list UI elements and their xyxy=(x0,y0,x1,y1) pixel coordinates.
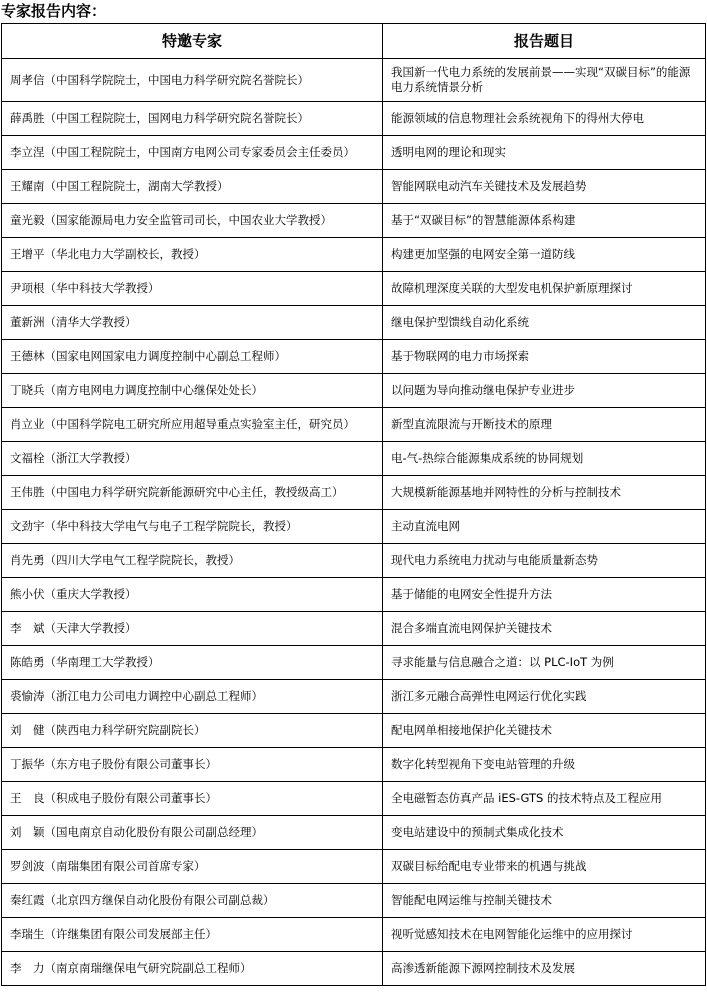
topic-cell: 基于储能的电网安全性提升方法 xyxy=(383,578,706,612)
topic-cell: 智能配电网运维与控制关键技术 xyxy=(383,884,706,918)
topic-cell: 继电保护型馈线自动化系统 xyxy=(383,306,706,340)
expert-cell: 李 力（南京南瑞继保电气研究院副总工程师） xyxy=(2,952,383,986)
table-row xyxy=(2,782,706,816)
table-row xyxy=(2,306,706,340)
table-row xyxy=(2,952,706,986)
topic-cell: 能源领域的信息物理社会系统视角下的得州大停电 xyxy=(383,102,706,136)
topic-cell: 构建更加坚强的电网安全第一道防线 xyxy=(383,238,706,272)
expert-cell: 罗剑波（南瑞集团有限公司首席专家） xyxy=(2,850,383,884)
expert-cell: 秦红霞（北京四方继保自动化股份有限公司副总裁） xyxy=(2,884,383,918)
table-row xyxy=(2,442,706,476)
column-header-topic: 报告题目 xyxy=(383,24,706,59)
table-row xyxy=(2,748,706,782)
topic-cell: 新型直流限流与开断技术的原理 xyxy=(383,408,706,442)
table-row xyxy=(2,340,706,374)
table-row xyxy=(2,102,706,136)
expert-cell: 童光毅（国家能源局电力安全监管司司长，中国农业大学教授） xyxy=(2,204,383,238)
topic-cell: 双碳目标给配电专业带来的机遇与挑战 xyxy=(383,850,706,884)
topic-cell: 视听觉感知技术在电网智能化运维中的应用探讨 xyxy=(383,918,706,952)
topic-cell: 变电站建设中的预制式集成化技术 xyxy=(383,816,706,850)
topic-cell: 全电磁暂态仿真产品 iES-GTS 的技术特点及工程应用 xyxy=(383,782,706,816)
table-row xyxy=(2,612,706,646)
column-header-expert: 特邀专家 xyxy=(2,24,383,59)
table-row xyxy=(2,918,706,952)
topic-cell: 以问题为导向推动继电保护专业进步 xyxy=(383,374,706,408)
expert-report-table xyxy=(1,23,706,986)
expert-cell: 刘 颖（国电南京自动化股份有限公司副总经理） xyxy=(2,816,383,850)
expert-cell: 肖立业（中国科学院电工研究所应用超导重点实验室主任，研究员） xyxy=(2,408,383,442)
topic-cell: 基于“双碳目标”的智慧能源体系构建 xyxy=(383,204,706,238)
table-row xyxy=(2,170,706,204)
topic-cell: 透明电网的理论和现实 xyxy=(383,136,706,170)
topic-cell: 故障机理深度关联的大型发电机保护新原理探讨 xyxy=(383,272,706,306)
topic-cell: 智能网联电动汽车关键技术及发展趋势 xyxy=(383,170,706,204)
expert-cell: 丁振华（东方电子股份有限公司董事长） xyxy=(2,748,383,782)
topic-cell: 大规模新能源基地并网特性的分析与控制技术 xyxy=(383,476,706,510)
expert-cell: 李立涅（中国工程院院士，中国南方电网公司专家委员会主任委员） xyxy=(2,136,383,170)
expert-cell: 熊小伏（重庆大学教授） xyxy=(2,578,383,612)
table-row xyxy=(2,204,706,238)
table-row xyxy=(2,272,706,306)
expert-cell: 刘 健（陕西电力科学研究院副院长） xyxy=(2,714,383,748)
topic-cell: 浙江多元融合高弹性电网运行优化实践 xyxy=(383,680,706,714)
expert-cell: 王增平（华北电力大学副校长，教授） xyxy=(2,238,383,272)
expert-cell: 文福栓（浙江大学教授） xyxy=(2,442,383,476)
topic-cell: 寻求能量与信息融合之道：以 PLC-IoT 为例 xyxy=(383,646,706,680)
expert-cell: 肖先勇（四川大学电气工程学院院长，教授） xyxy=(2,544,383,578)
topic-cell: 高渗透新能源下源网控制技术及发展 xyxy=(383,952,706,986)
table-row xyxy=(2,136,706,170)
expert-cell: 丁晓兵（南方电网电力调度控制中心继保处处长） xyxy=(2,374,383,408)
table-row xyxy=(2,408,706,442)
table-row xyxy=(2,476,706,510)
topic-cell: 主动直流电网 xyxy=(383,510,706,544)
table-row xyxy=(2,238,706,272)
expert-cell: 文劲宇（华中科技大学电气与电子工程学院院长，教授） xyxy=(2,510,383,544)
table-row xyxy=(2,59,706,102)
topic-cell: 混合多端直流电网保护关键技术 xyxy=(383,612,706,646)
expert-cell: 薛禹胜（中国工程院院士，国网电力科学研究院名誉院长） xyxy=(2,102,383,136)
table-row xyxy=(2,374,706,408)
topic-cell: 电-气-热综合能源集成系统的协同规划 xyxy=(383,442,706,476)
expert-cell: 周孝信（中国科学院院士，中国电力科学研究院名誉院长） xyxy=(2,59,383,102)
expert-cell: 董新洲（清华大学教授） xyxy=(2,306,383,340)
expert-cell: 王伟胜（中国电力科学研究院新能源研究中心主任，教授级高工） xyxy=(2,476,383,510)
expert-cell: 王德林（国家电网国家电力调度控制中心副总工程师） xyxy=(2,340,383,374)
table-row xyxy=(2,646,706,680)
expert-cell: 陈皓勇（华南理工大学教授） xyxy=(2,646,383,680)
expert-cell: 李瑞生（许继集团有限公司发展部主任） xyxy=(2,918,383,952)
topic-cell: 数字化转型视角下变电站管理的升级 xyxy=(383,748,706,782)
expert-cell: 裘愉涛（浙江电力公司电力调控中心副总工程师） xyxy=(2,680,383,714)
topic-cell: 基于物联网的电力市场探索 xyxy=(383,340,706,374)
table-row xyxy=(2,714,706,748)
table-row xyxy=(2,544,706,578)
section-heading: 专家报告内容： xyxy=(1,2,107,20)
table-row xyxy=(2,510,706,544)
table-row xyxy=(2,850,706,884)
expert-cell: 王 良（积成电子股份有限公司董事长） xyxy=(2,782,383,816)
expert-cell: 尹项根（华中科技大学教授） xyxy=(2,272,383,306)
table-header-row xyxy=(2,24,706,59)
table-row xyxy=(2,884,706,918)
topic-cell: 配电网单相接地保护化关键技术 xyxy=(383,714,706,748)
table-row xyxy=(2,578,706,612)
table-row xyxy=(2,680,706,714)
expert-cell: 李 斌（天津大学教授） xyxy=(2,612,383,646)
topic-cell: 现代电力系统电力扰动与电能质量新态势 xyxy=(383,544,706,578)
topic-cell: 我国新一代电力系统的发展前景——实现“双碳目标”的能源电力系统情景分析 xyxy=(383,59,706,102)
expert-cell: 王耀南（中国工程院院士，湖南大学教授） xyxy=(2,170,383,204)
table-row xyxy=(2,816,706,850)
